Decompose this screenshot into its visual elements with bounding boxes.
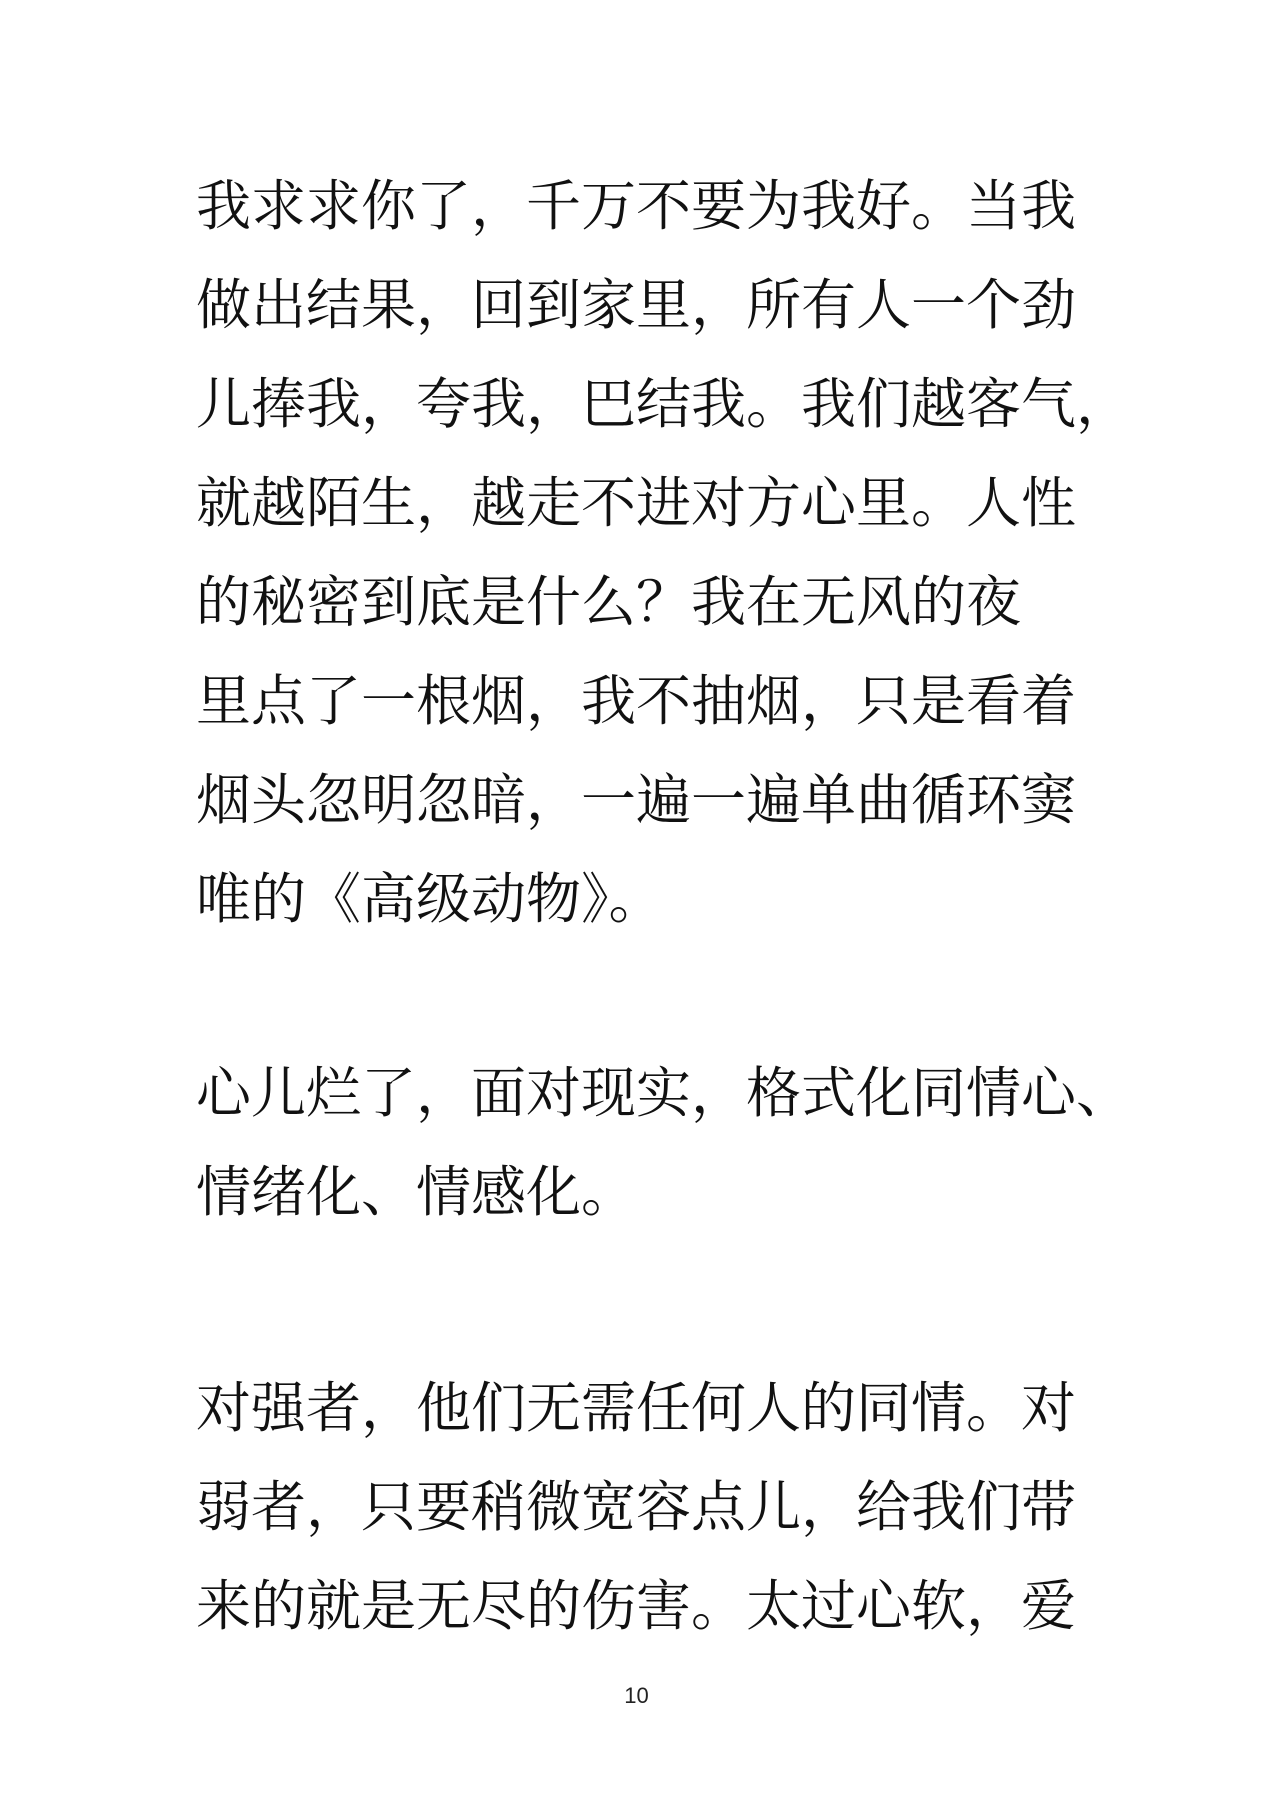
paragraph-line: 来的就是无尽的伤害。太过心软，爱 xyxy=(196,1574,1077,1638)
page-number: 10 xyxy=(624,1683,649,1708)
paragraph-line: 儿捧我，夸我，巴结我。我们越客气， xyxy=(196,372,1132,436)
paragraph-2 xyxy=(196,1044,1132,1242)
paragraph-line: 情绪化、情感化。 xyxy=(196,1160,637,1224)
paragraph-1 xyxy=(196,157,1132,949)
paragraph-line: 的秘密到底是什么？我在无风的夜 xyxy=(196,570,1022,634)
paragraph-line: 就越陌生，越走不进对方心里。人性 xyxy=(196,471,1077,535)
paragraph-line: 烟头忽明忽暗，一遍一遍单曲循环窦 xyxy=(196,768,1077,832)
paragraph-line: 里点了一根烟，我不抽烟，只是看着 xyxy=(196,669,1077,733)
paragraph-3 xyxy=(196,1359,1096,1656)
paragraph-line: 唯的《高级动物》。 xyxy=(196,867,664,931)
paragraph-line: 弱者，只要稍微宽容点儿，给我们带 xyxy=(196,1475,1077,1539)
paragraph-line: 对强者，他们无需任何人的同情。对 xyxy=(196,1376,1077,1440)
paragraph-line: 心儿烂了，面对现实，格式化同情心、 xyxy=(196,1061,1132,1125)
paragraph-line: 做出结果，回到家里，所有人一个劲 xyxy=(196,273,1077,337)
paragraph-line: 我求求你了，千万不要为我好。当我 xyxy=(196,174,1077,238)
